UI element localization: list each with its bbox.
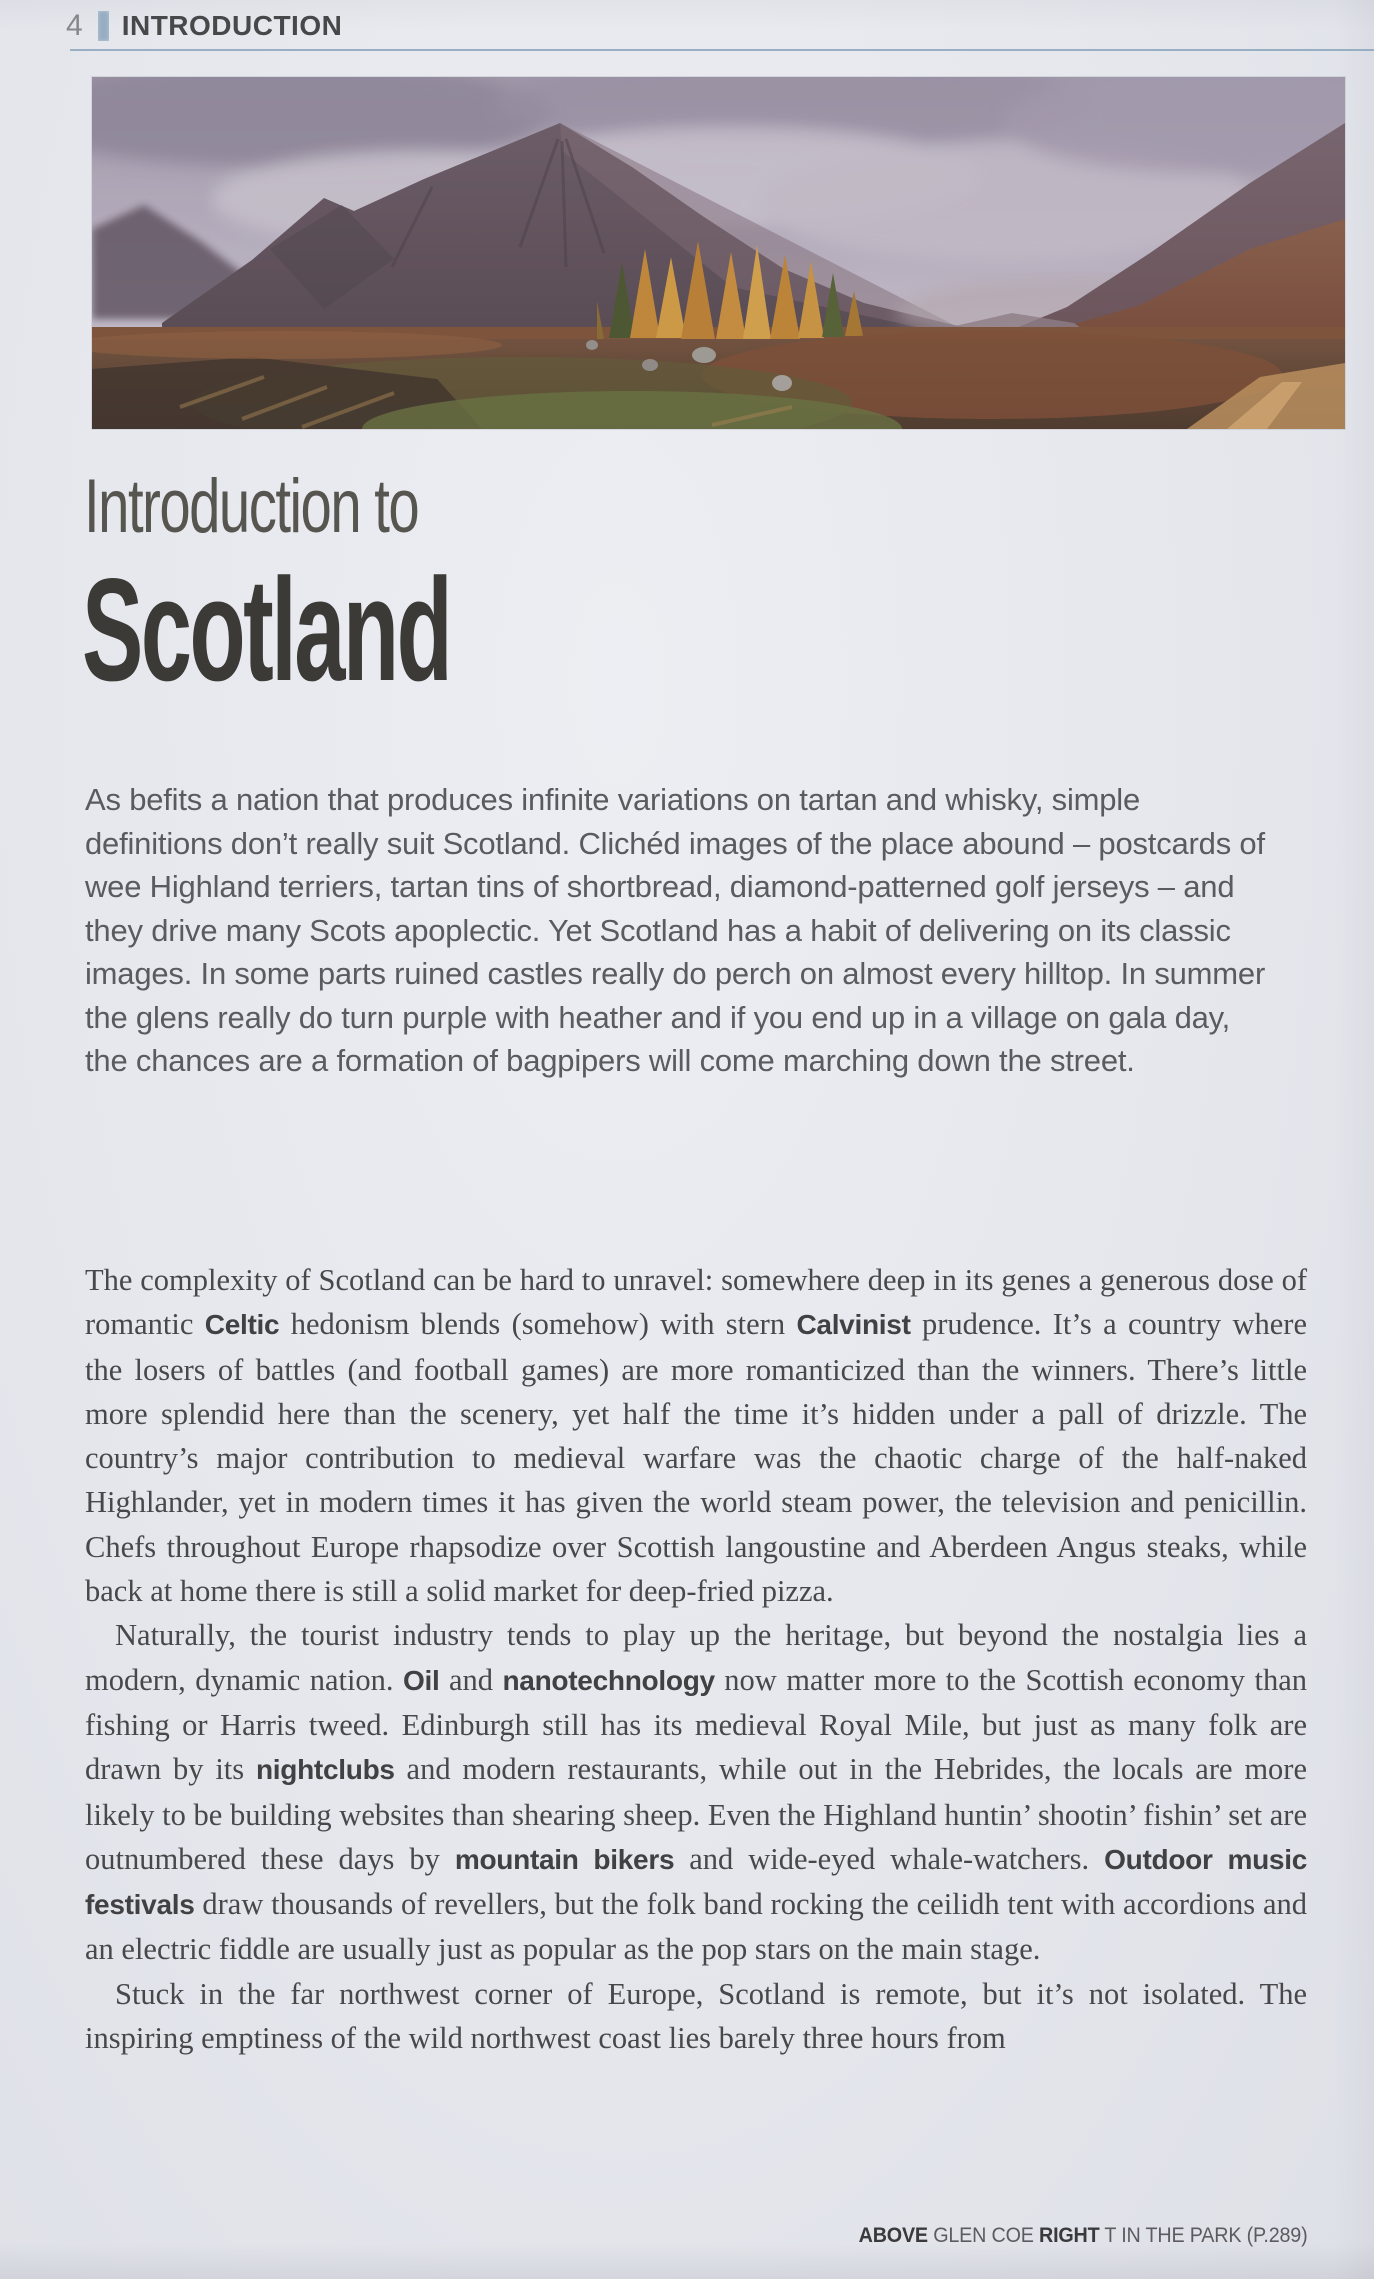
glen-coe-photo	[92, 77, 1345, 429]
body-paragraph: The complexity of Scotland can be hard to unravel: somewhere deep in its genes a generous dose of romantic Celtic hedonism blends (somehow) with stern Calvinist prudence. It’s a country where the losers of battles (and football games) are more romanticized than the winners. There’s little more splendid here than the scenery, yet half the time it’s hidden under a pall of drizzle. The country’s major contribution to medieval warfare was the chaotic charge of the half-naked Highlander, yet in modern times it has given the world steam power, the television and penicillin. Chefs throughout Europe rhapsodize over Scottish langoustine and Aberdeen Angus steaks, while back at home there is still a solid market for deep-fried pizza.	[85, 1263, 1307, 1609]
photo-caption: ABOVE GLEN COE RIGHT T IN THE PARK (P.289)	[858, 2224, 1307, 2247]
glen-coe-photo-art	[92, 77, 1345, 429]
body-copy	[85, 1258, 1307, 2060]
header-rule	[70, 49, 1374, 51]
section-title: INTRODUCTION	[121, 10, 343, 41]
haze-overlay	[92, 77, 1345, 429]
body-paragraph: Naturally, the tourist industry tends to play up the heritage, but beyond the nostalgia lies a modern, dynamic nation. Oil and nanotechnology now matter more to the Scottish economy than fishing or Harris tweed. Edinburgh still has its medieval Royal Mile, but just as many folk are drawn by its nightclubs and modern restaurants, while out in the Hebrides, the locals are more likely to be building websites than shearing sheep. Even the Highland huntin’ shootin’ fishin’ set are outnumbered these days by mountain bikers and wide-eyed whale-watchers. Outdoor music festivals draw thousands of revellers, but the folk band rocking the ceilidh tent with accordions and an electric fiddle are usually just as popular as the pop stars on the main stage.	[85, 1618, 1308, 1967]
header-accent-bar	[98, 11, 109, 41]
page-title: Scotland	[82, 548, 451, 711]
intro-paragraph: As befits a nation that produces infinite variations on tartan and whisky, simple definitions don’t really suit Scotland. Clichéd images of the place abound – postcards of wee Highland terriers, tartan tins of shortbread, diamond-patterned golf jerseys – and they drive many Scots apoplectic. Yet Scotland has a habit of delivering on its classic images. In some parts ruined castles really do perch on almost every hilltop. In summer the glens really do turn purple with heather and if you end up in a village on gala day, the chances are a formation of bagpipers will come marching down the street.	[85, 782, 1266, 1078]
body-paragraph: Stuck in the far northwest corner of Europe, Scotland is remote, but it’s not isolated. The inspiring emptiness of the wild northwest coast lies barely three hours from	[85, 1976, 1307, 2056]
title-kicker: Introduction to	[84, 464, 419, 549]
page-number: 4	[66, 9, 83, 42]
page-header	[66, 9, 342, 43]
